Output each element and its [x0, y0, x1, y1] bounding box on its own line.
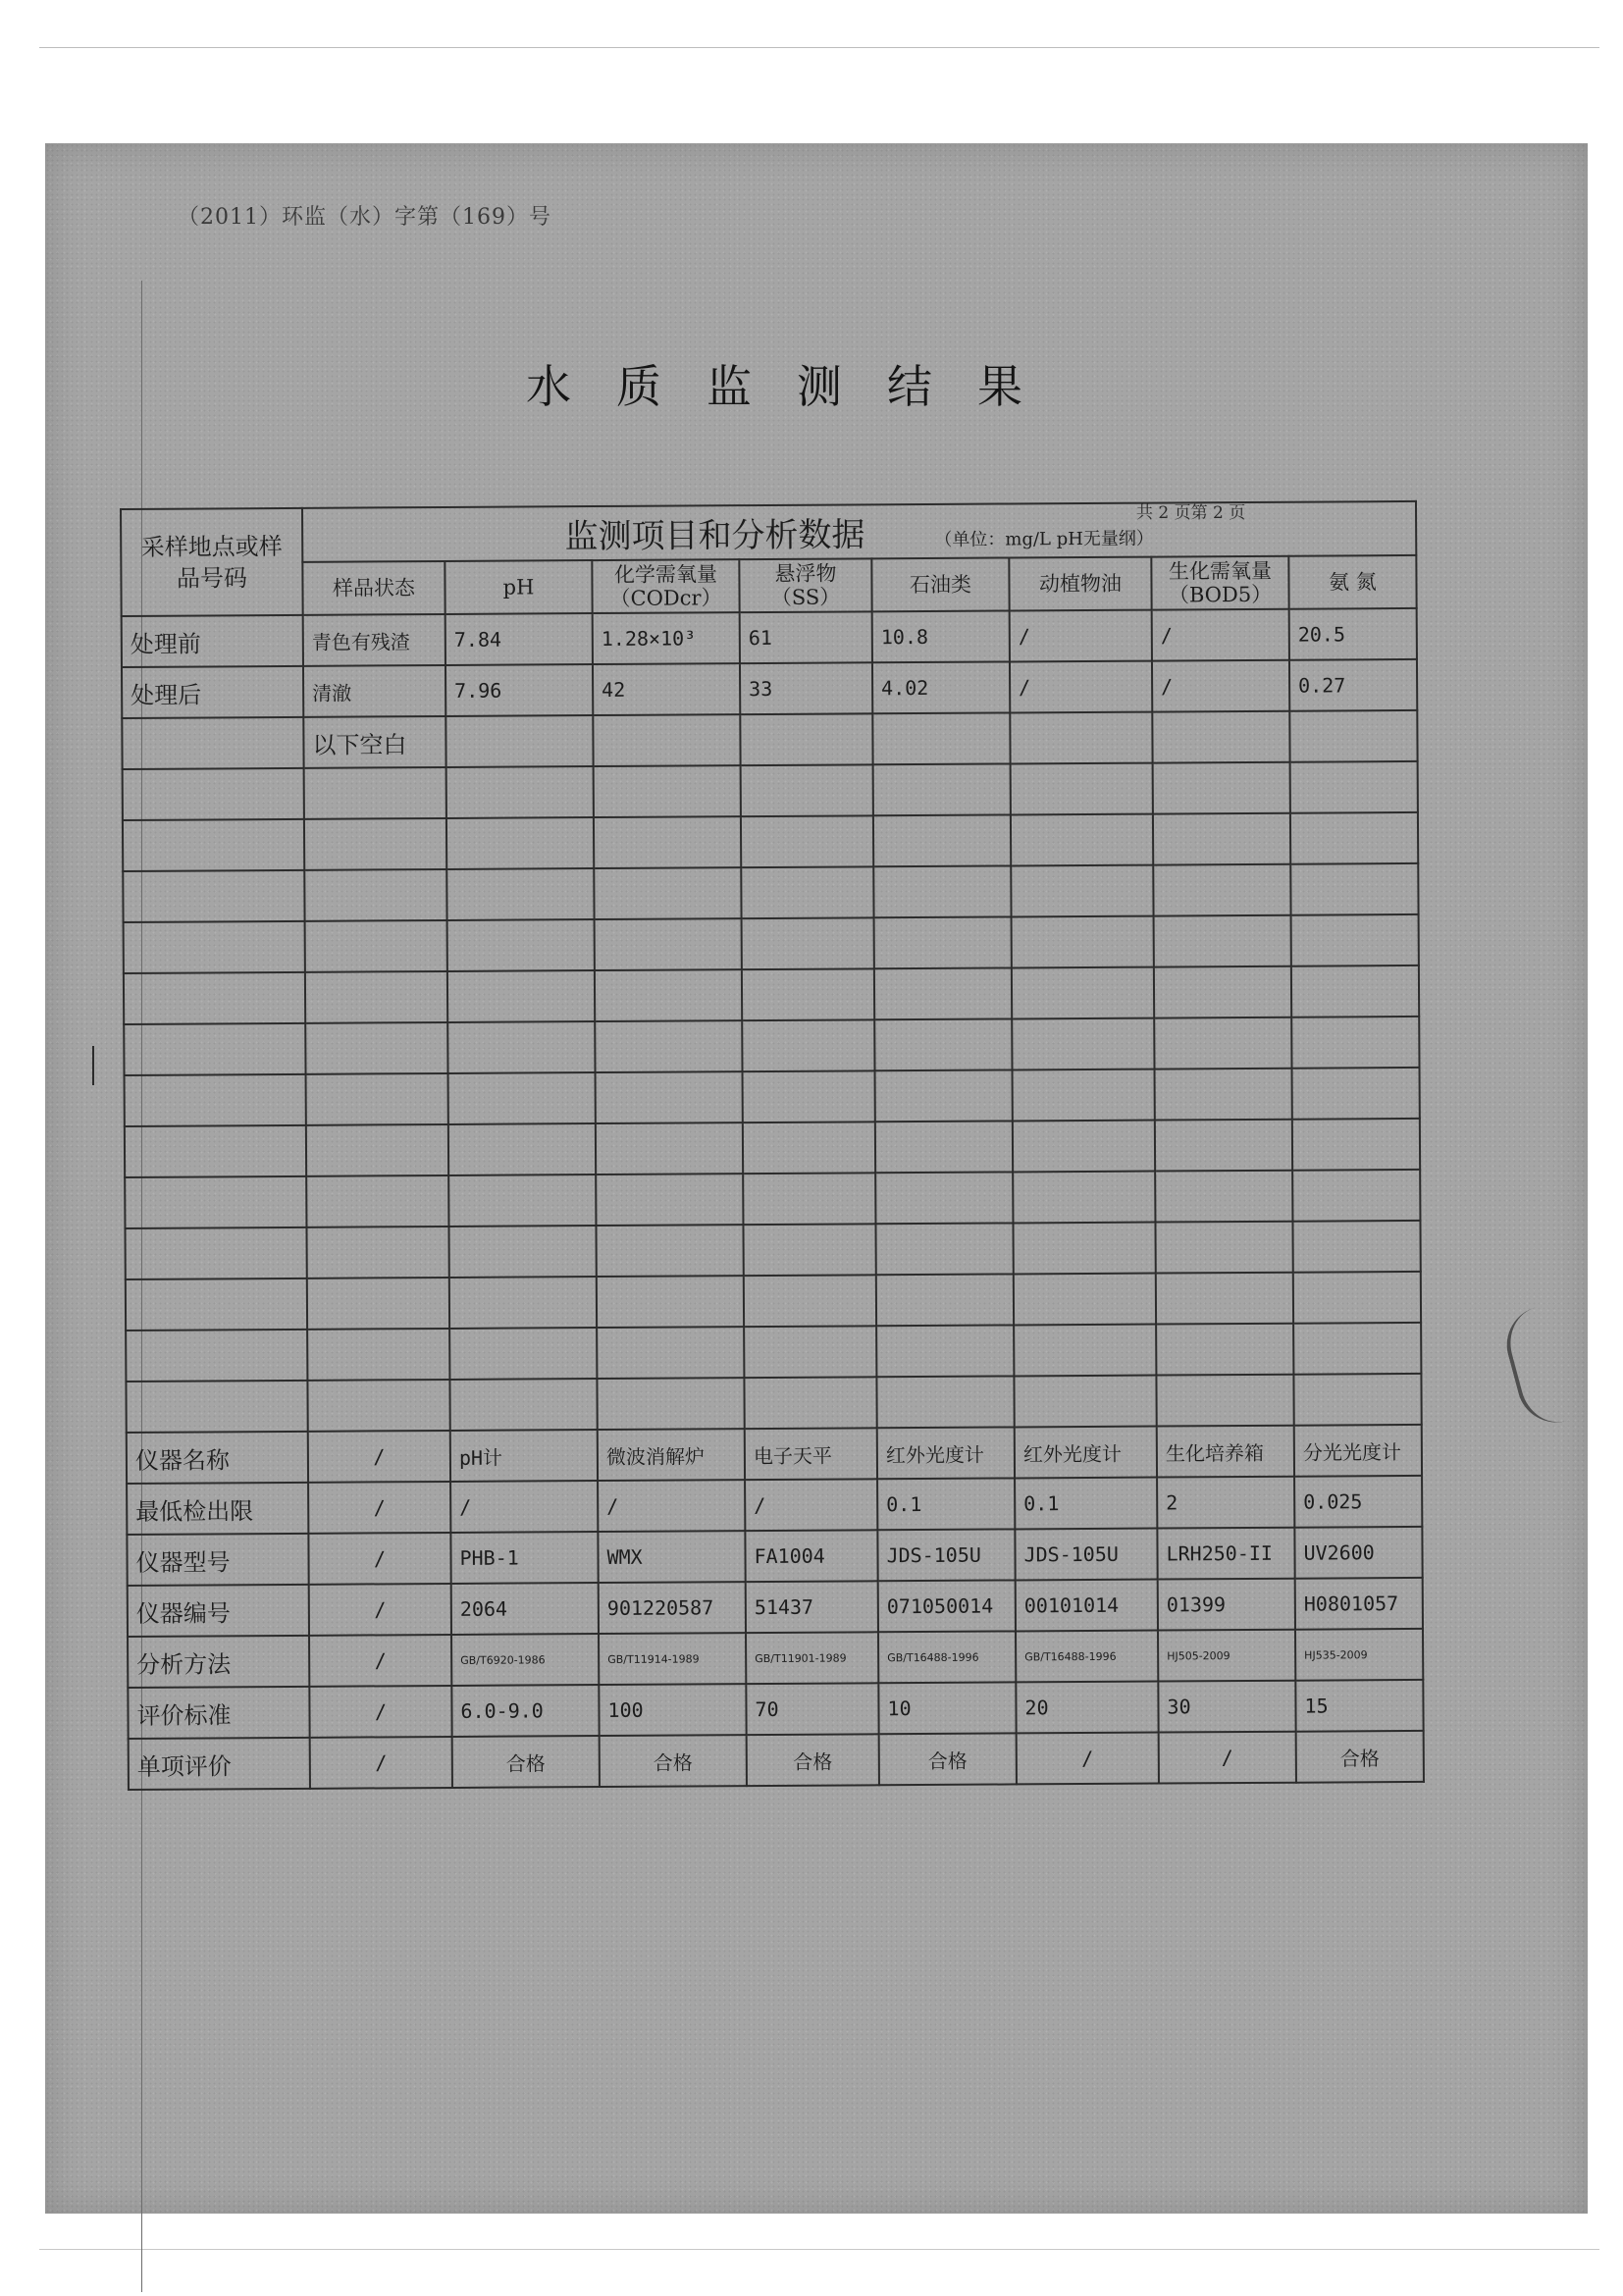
empty-cell — [597, 1378, 744, 1430]
empty-cell — [1010, 712, 1152, 764]
instrument-cell: / — [745, 1479, 877, 1531]
instrument-row — [127, 1527, 1422, 1586]
empty-cell — [1011, 763, 1153, 815]
empty-row — [124, 1017, 1419, 1075]
section-title-cell — [302, 501, 1416, 562]
col-petroleum: 石油类 — [871, 557, 1009, 611]
empty-cell — [874, 967, 1012, 1019]
empty-cell — [305, 1022, 447, 1074]
instrument-cell: / — [1017, 1733, 1159, 1785]
empty-row — [125, 1119, 1420, 1177]
empty-cell — [595, 969, 742, 1021]
empty-cell — [449, 1328, 597, 1380]
empty-cell — [306, 1226, 448, 1278]
empty-cell — [124, 972, 305, 1024]
cell-nh3: 20.5 — [1289, 608, 1417, 660]
section-title: 监测项目和分析数据 — [564, 515, 865, 557]
instrument-cell: / — [310, 1737, 452, 1789]
instrument-cell: 合格 — [1296, 1731, 1424, 1783]
instrument-cell: 0.1 — [877, 1478, 1015, 1530]
table-row — [122, 659, 1417, 718]
empty-cell — [1155, 1120, 1292, 1172]
empty-cell — [874, 1018, 1012, 1070]
instrument-row — [127, 1476, 1422, 1535]
empty-cell — [596, 1122, 743, 1174]
empty-cell — [596, 1174, 743, 1226]
empty-cell — [305, 971, 447, 1023]
empty-cell — [875, 1070, 1013, 1122]
empty-cell — [448, 1226, 596, 1278]
empty-cell — [1013, 1070, 1155, 1122]
empty-cell — [306, 1073, 448, 1125]
cell-state: 清澈 — [303, 665, 445, 717]
instrument-cell: 15 — [1295, 1680, 1423, 1732]
empty-cell — [307, 1329, 449, 1381]
instrument-row-label: 仪器名称 — [127, 1432, 308, 1484]
empty-cell — [1013, 1223, 1155, 1275]
instrument-cell: PHB-1 — [450, 1532, 598, 1584]
empty-cell — [742, 917, 874, 969]
empty-cell — [1154, 915, 1291, 967]
empty-cell — [306, 1175, 448, 1227]
instrument-cell: / — [450, 1481, 598, 1533]
empty-cell — [122, 717, 303, 769]
instrument-cell: GB/T16488-1996 — [878, 1631, 1016, 1683]
col-bod: 生化需氧量（BOD5） — [1151, 556, 1288, 610]
empty-cell — [1153, 762, 1290, 814]
instrument-cell: 电子天平 — [745, 1428, 877, 1480]
empty-row — [125, 1221, 1420, 1279]
col-ss: 悬浮物（SS） — [739, 558, 871, 612]
empty-row — [124, 965, 1419, 1024]
instrument-cell: H0801057 — [1295, 1578, 1423, 1630]
empty-cell — [743, 1122, 875, 1174]
empty-cell — [1291, 1017, 1419, 1069]
empty-cell — [597, 1276, 744, 1328]
empty-cell — [1153, 813, 1290, 865]
empty-cell — [742, 1019, 874, 1071]
cell-cod: 42 — [593, 663, 740, 715]
instrument-cell: HJ535-2009 — [1295, 1629, 1423, 1681]
empty-cell — [306, 1124, 448, 1176]
instrument-cell: pH计 — [450, 1430, 598, 1482]
empty-cell — [1014, 1376, 1156, 1428]
instrument-cell: 0.025 — [1294, 1476, 1422, 1528]
empty-cell — [446, 817, 594, 869]
page-top-rule — [39, 47, 1599, 48]
empty-cell — [875, 1172, 1013, 1224]
instrument-cell: 分光光度计 — [1294, 1425, 1422, 1477]
instrument-cell: 20 — [1016, 1682, 1158, 1734]
empty-cell — [123, 870, 304, 922]
instrument-cell: 01399 — [1158, 1579, 1295, 1631]
empty-cell — [1292, 1221, 1420, 1273]
empty-cell — [446, 766, 594, 818]
instrument-row — [128, 1680, 1423, 1739]
empty-cell — [741, 815, 873, 867]
empty-cell — [741, 866, 873, 918]
cell-state: 青色有残渣 — [303, 614, 445, 666]
empty-cell — [1011, 814, 1153, 866]
col-animal-oil: 动植物油 — [1009, 557, 1151, 611]
empty-cell — [1293, 1374, 1421, 1426]
instrument-cell: 合格 — [747, 1734, 879, 1786]
cell-animal_oil: / — [1010, 610, 1152, 662]
instrument-cell: FA1004 — [745, 1530, 877, 1582]
instrument-cell: / — [308, 1431, 450, 1483]
instrument-row — [128, 1578, 1423, 1637]
empty-cell — [1156, 1273, 1293, 1325]
empty-cell — [1012, 916, 1154, 968]
empty-cell — [305, 920, 447, 972]
instrument-cell: / — [308, 1533, 450, 1585]
empty-cell — [594, 816, 741, 868]
empty-row — [126, 1323, 1421, 1382]
empty-cell — [1290, 863, 1418, 915]
empty-cell — [447, 919, 595, 971]
empty-row — [123, 761, 1418, 820]
empty-cell — [307, 1380, 449, 1432]
empty-row — [125, 1068, 1420, 1126]
instrument-cell: 6.0-9.0 — [451, 1685, 599, 1737]
empty-cell — [1291, 965, 1419, 1018]
header-row-2 — [121, 555, 1416, 616]
empty-cell — [1012, 1018, 1154, 1070]
empty-cell — [445, 715, 593, 767]
instrument-row — [128, 1629, 1423, 1688]
empty-cell — [1289, 710, 1417, 762]
empty-cell — [595, 1020, 742, 1072]
empty-cell — [125, 1125, 306, 1177]
empty-cell — [307, 1278, 449, 1330]
instrument-row-label: 仪器编号 — [128, 1585, 309, 1637]
empty-cell — [126, 1330, 307, 1382]
instrument-cell: / — [1159, 1732, 1296, 1784]
empty-cell — [1293, 1272, 1421, 1324]
empty-cell — [1154, 966, 1291, 1018]
cell-bod: / — [1152, 660, 1289, 712]
cell-animal_oil: / — [1010, 661, 1152, 713]
instrument-row-label: 分析方法 — [128, 1636, 309, 1688]
empty-cell — [876, 1325, 1014, 1377]
empty-cell — [304, 767, 446, 819]
empty-row — [125, 1170, 1420, 1228]
empty-cell — [1290, 761, 1418, 813]
cell-ss: 61 — [740, 611, 872, 663]
cell-ph: 7.84 — [445, 613, 593, 665]
instrument-cell: 30 — [1158, 1681, 1295, 1733]
instrument-row — [129, 1731, 1424, 1790]
col-ph: pH — [445, 560, 592, 614]
instrument-cell: / — [309, 1686, 451, 1738]
instrument-cell: 合格 — [600, 1735, 747, 1787]
row-site-label: 处理后 — [122, 666, 303, 718]
empty-cell — [1154, 1018, 1291, 1070]
instrument-cell: 0.1 — [1015, 1478, 1157, 1530]
instrument-cell: HJ505-2009 — [1158, 1630, 1295, 1682]
page-indicator: 共 2 页第 2 页 — [1136, 503, 1246, 523]
empty-cell — [873, 865, 1011, 917]
empty-cell — [124, 921, 305, 973]
cell-bod: / — [1152, 609, 1289, 661]
empty-cell — [743, 1224, 875, 1276]
instrument-cell: / — [308, 1482, 450, 1534]
instrument-cell: 100 — [599, 1684, 746, 1736]
empty-cell — [1014, 1274, 1156, 1326]
instrument-cell: GB/T11914-1989 — [599, 1633, 746, 1685]
empty-cell — [1292, 1170, 1420, 1222]
empty-cell — [1153, 864, 1290, 916]
empty-cell — [1292, 1119, 1420, 1171]
empty-cell — [1291, 914, 1419, 966]
empty-cell — [1292, 1068, 1420, 1120]
empty-cell — [1156, 1324, 1293, 1376]
empty-cell — [123, 819, 304, 871]
instrument-cell: 微波消解炉 — [598, 1429, 745, 1481]
instrument-cell: 红外光度计 — [1015, 1427, 1157, 1479]
col-sample-state: 样品状态 — [302, 561, 445, 615]
empty-cell — [447, 970, 595, 1022]
empty-cell — [304, 818, 446, 870]
cell-ss: 33 — [740, 662, 872, 714]
instrument-cell: 合格 — [879, 1733, 1017, 1785]
empty-cell — [595, 918, 742, 970]
instrument-cell: / — [598, 1480, 745, 1532]
instrument-cell: 071050014 — [878, 1580, 1016, 1632]
empty-cell — [1013, 1172, 1155, 1224]
empty-cell — [740, 713, 872, 765]
empty-cell — [744, 1326, 876, 1378]
empty-cell — [744, 1377, 876, 1429]
empty-cell — [1155, 1171, 1292, 1223]
instrument-cell: LRH250-II — [1157, 1528, 1294, 1580]
instrument-cell: 10 — [878, 1682, 1016, 1734]
monitoring-results-table — [120, 500, 1425, 1791]
empty-row — [124, 914, 1419, 973]
instrument-cell: 00101014 — [1016, 1580, 1158, 1632]
empty-cell — [874, 916, 1012, 968]
empty-cell — [593, 714, 740, 766]
empty-cell — [1155, 1222, 1292, 1274]
instrument-cell: GB/T11901-1989 — [746, 1632, 878, 1684]
document-number: （2011）环监（水）字第（169）号 — [178, 205, 551, 230]
pen-mark — [1498, 1298, 1599, 1431]
instrument-cell: 2 — [1157, 1477, 1294, 1529]
empty-cell — [447, 1021, 595, 1073]
empty-cell — [449, 1379, 597, 1431]
empty-row — [123, 863, 1418, 922]
instrument-cell: 901220587 — [599, 1582, 746, 1634]
instrument-cell: / — [309, 1635, 451, 1687]
empty-cell — [596, 1225, 743, 1277]
empty-cell — [126, 1381, 307, 1433]
instrument-cell: 合格 — [452, 1736, 600, 1788]
header-row-1 — [121, 501, 1416, 563]
table-row — [122, 710, 1417, 769]
empty-cell — [1290, 812, 1418, 864]
empty-cell — [872, 712, 1010, 764]
instrument-cell: JDS-105U — [1015, 1529, 1157, 1581]
empty-cell — [743, 1173, 875, 1225]
instrument-cell: 生化培养箱 — [1157, 1426, 1294, 1478]
empty-cell — [1012, 967, 1154, 1019]
empty-cell — [1156, 1375, 1293, 1427]
empty-cell — [596, 1071, 743, 1123]
unit-note: （单位：mg/L pH无量纲） — [934, 528, 1154, 550]
instrument-cell: JDS-105U — [877, 1529, 1015, 1581]
sample-site-header: 采样地点或样品号码 — [121, 508, 303, 616]
cell-oil: 4.02 — [872, 661, 1010, 713]
col-cod: 化学需氧量（CODcr） — [592, 559, 739, 613]
page-bottom-rule — [39, 2249, 1599, 2250]
empty-cell — [1293, 1323, 1421, 1375]
empty-cell — [873, 814, 1011, 866]
empty-cell — [448, 1123, 596, 1175]
empty-cell — [743, 1070, 875, 1122]
document-title: 水质监测结果 — [526, 360, 1068, 413]
empty-cell — [876, 1274, 1014, 1326]
instrument-cell: GB/T16488-1996 — [1016, 1631, 1158, 1683]
empty-cell — [123, 768, 304, 820]
empty-cell — [741, 764, 873, 816]
left-margin-mark — [92, 1046, 94, 1085]
instrument-cell: 51437 — [746, 1581, 878, 1633]
empty-cell — [594, 765, 741, 817]
instrument-row-label: 仪器型号 — [127, 1534, 308, 1586]
empty-cell — [1011, 865, 1153, 917]
empty-cell — [449, 1277, 597, 1329]
empty-cell — [304, 869, 446, 921]
instrument-cell: / — [309, 1584, 451, 1636]
empty-cell — [744, 1275, 876, 1327]
instrument-row-label: 单项评价 — [129, 1738, 310, 1790]
table-row — [122, 608, 1417, 667]
empty-cell — [1152, 711, 1289, 763]
instrument-cell: GB/T6920-1986 — [451, 1634, 599, 1686]
empty-cell — [1013, 1121, 1155, 1173]
empty-cell — [446, 868, 594, 920]
empty-cell — [125, 1074, 306, 1126]
empty-cell — [1155, 1069, 1292, 1121]
empty-cell — [125, 1227, 306, 1279]
cell-oil: 10.8 — [872, 610, 1010, 662]
empty-cell — [597, 1327, 744, 1379]
cell-cod: 1.28×10³ — [593, 612, 740, 664]
instrument-cell: 2064 — [451, 1583, 599, 1635]
empty-cell — [742, 968, 874, 1020]
row-site-label: 处理前 — [122, 615, 303, 667]
instrument-cell: UV2600 — [1294, 1527, 1422, 1579]
empty-cell — [125, 1176, 306, 1228]
empty-cell — [873, 763, 1011, 815]
empty-cell — [448, 1174, 596, 1226]
instrument-cell: 70 — [746, 1683, 878, 1735]
blank-note: 以下空白 — [303, 716, 445, 768]
empty-row — [123, 812, 1418, 871]
empty-cell — [1014, 1325, 1156, 1377]
empty-cell — [448, 1072, 596, 1124]
instrument-row-label: 评价标准 — [128, 1687, 309, 1739]
empty-cell — [875, 1121, 1013, 1173]
empty-cell — [876, 1376, 1014, 1428]
instrument-row-label: 最低检出限 — [127, 1483, 308, 1535]
cell-nh3: 0.27 — [1289, 659, 1417, 711]
empty-row — [126, 1374, 1421, 1433]
instrument-cell: 红外光度计 — [877, 1427, 1015, 1479]
empty-cell — [594, 867, 741, 919]
empty-cell — [126, 1278, 307, 1331]
cell-ph: 7.96 — [445, 664, 593, 716]
instrument-cell: WMX — [598, 1531, 745, 1583]
empty-cell — [124, 1023, 305, 1075]
empty-cell — [875, 1223, 1013, 1275]
col-ammonia: 氨 氮 — [1288, 555, 1416, 609]
instrument-row — [127, 1425, 1422, 1484]
empty-row — [126, 1272, 1421, 1331]
